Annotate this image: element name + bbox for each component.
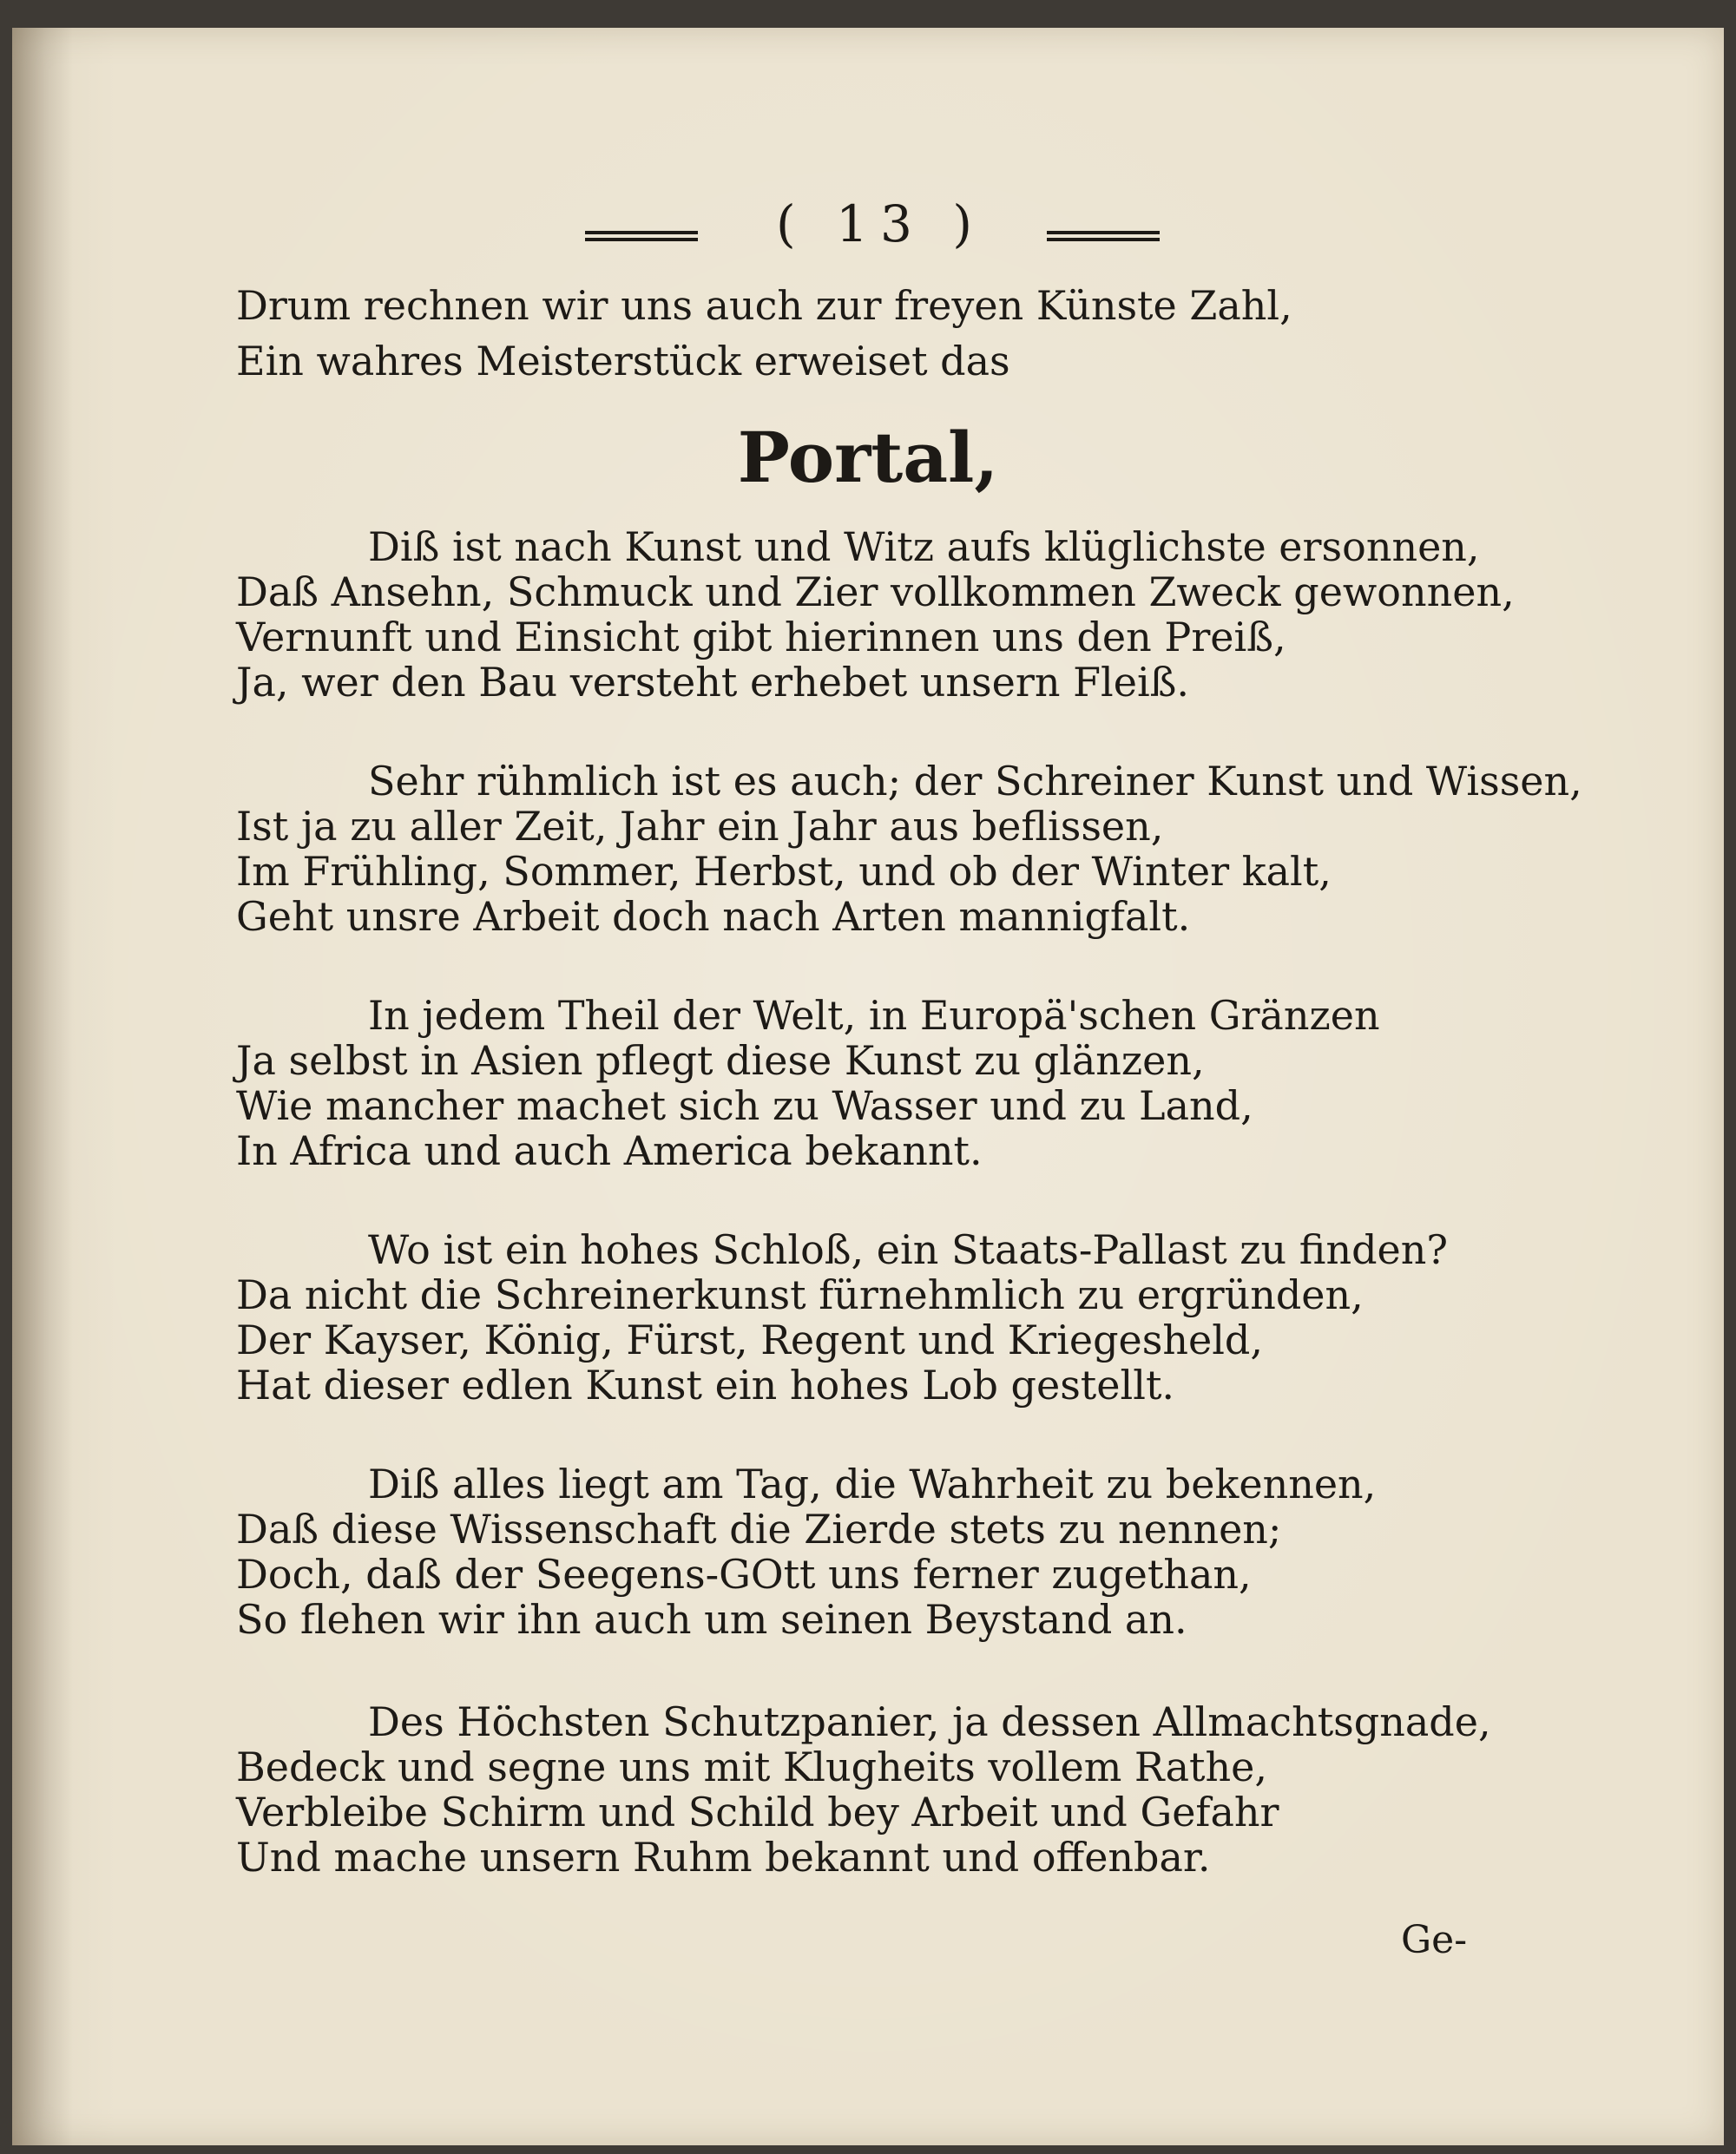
page-header bbox=[12, 194, 1724, 273]
verse-line: Daß diese Wissenschaft die Zierde stets zu nennen; bbox=[236, 1506, 1282, 1553]
page-number: ( 13 ) bbox=[776, 194, 984, 253]
verse-line: Doch, daß der Seegens-GOtt uns ferner zugethan, bbox=[236, 1551, 1252, 1598]
verse-line: Vernunft und Einsicht gibt hierinnen uns den Preiß, bbox=[236, 614, 1286, 660]
verse-line: Bedeck und segne uns mit Klugheits vollem Rathe, bbox=[236, 1744, 1268, 1790]
verse-line: Ja, wer den Bau versteht erhebet unsern Fleiß. bbox=[236, 659, 1190, 706]
verse-line: Sehr rühmlich ist es auch; der Schreiner Kunst und Wissen, bbox=[368, 758, 1582, 804]
page-spine-shadow bbox=[12, 28, 73, 2145]
verse-line: Ja selbst in Asien pflegt diese Kunst zu glänzen, bbox=[236, 1037, 1205, 1084]
verse-line: So flehen wir ihn auch um seinen Beystand an. bbox=[236, 1596, 1187, 1643]
verse-line: Im Frühling, Sommer, Herbst, und ob der Winter kalt, bbox=[236, 848, 1332, 895]
section-heading: Portal, bbox=[737, 417, 999, 498]
verse-line: Wie mancher machet sich zu Wasser und zu Land, bbox=[236, 1082, 1253, 1129]
verse-line: Diß alles liegt am Tag, die Wahrheit zu bekennen, bbox=[368, 1461, 1377, 1507]
verse-line: Und mache unsern Ruhm bekannt und offenbar. bbox=[236, 1834, 1211, 1881]
verse-line: Daß Ansehn, Schmuck und Zier vollkommen Zweck gewonnen, bbox=[236, 568, 1515, 615]
verse-line: Der Kayser, König, Fürst, Regent und Kriegesheld, bbox=[236, 1317, 1263, 1363]
verse-line: Wo ist ein hohes Schloß, ein Staats-Pallast zu finden? bbox=[368, 1226, 1449, 1273]
verse-line: Verbleibe Schirm und Schild bey Arbeit und Gefahr bbox=[236, 1789, 1279, 1835]
verse-line: Ist ja zu aller Zeit, Jahr ein Jahr aus beflissen, bbox=[236, 803, 1164, 850]
verse-line: Da nicht die Schreinerkunst fürnehmlich zu ergründen, bbox=[236, 1271, 1364, 1318]
intro-line: Drum rechnen wir uns auch zur freyen Künste Zahl, bbox=[236, 282, 1292, 329]
verse-line: Des Höchsten Schutzpanier, ja dessen Allmachtsgnade, bbox=[368, 1698, 1491, 1745]
verse-line: In Africa und auch America bekannt. bbox=[236, 1127, 983, 1174]
verse-line: Geht unsre Arbeit doch nach Arten mannigfalt. bbox=[236, 893, 1191, 940]
book-page bbox=[12, 28, 1724, 2145]
header-rule-left bbox=[585, 231, 698, 241]
verse-line: In jedem Theil der Welt, in Europä'schen Gränzen bbox=[368, 992, 1380, 1039]
header-rule-right bbox=[1047, 231, 1160, 241]
verse-line: Hat dieser edlen Kunst ein hohes Lob gestellt. bbox=[236, 1362, 1175, 1409]
verse-line: Diß ist nach Kunst und Witz aufs klüglichste ersonnen, bbox=[368, 523, 1480, 570]
intro-line: Ein wahres Meisterstück erweiset das bbox=[236, 338, 1010, 384]
catchword: Ge- bbox=[1401, 1918, 1468, 1962]
